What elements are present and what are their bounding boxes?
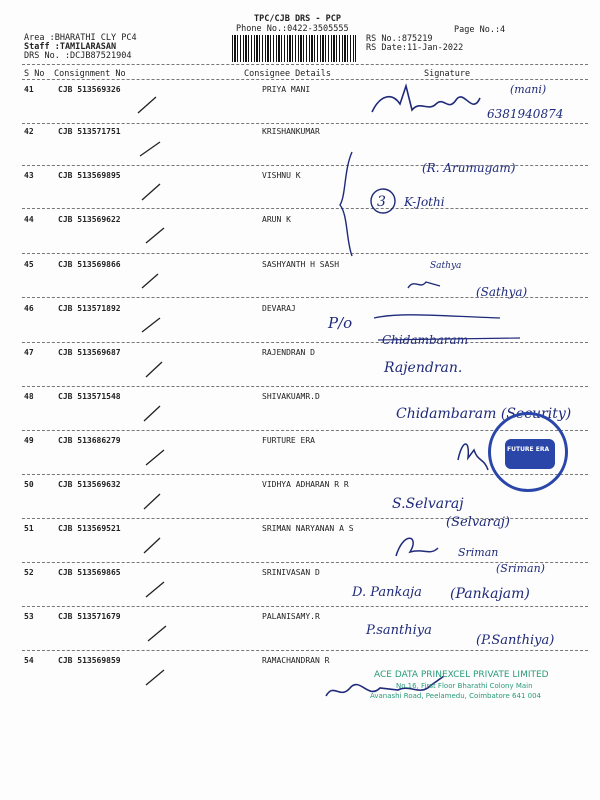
row-sno: 52	[24, 568, 34, 577]
row-consignment: CJB 513569326	[58, 85, 121, 94]
row-consignment: CJB 513569687	[58, 348, 121, 357]
stamp-label: FUTURE ERA	[507, 446, 550, 453]
signature-scribble	[372, 86, 480, 112]
tick-mark	[144, 406, 160, 421]
row-consignee: SASHYANTH H SASH	[262, 260, 340, 269]
row-sno: 42	[24, 127, 34, 136]
hand-text: P/o	[328, 314, 353, 332]
phone-number: Phone No.:0422-3505555	[236, 24, 349, 34]
row-consignment: CJB 513571892	[58, 304, 121, 313]
row-sno: 48	[24, 392, 34, 401]
row-consignee: PRIYA MANI	[262, 85, 311, 94]
tick-mark	[138, 97, 156, 113]
row-consignment: CJB 513686279	[58, 436, 121, 445]
hand-text: (Selvaraj)	[446, 515, 510, 530]
row-consignee: VIDHYA ADHARAN R R	[262, 480, 349, 489]
row-consignment: CJB 513569521	[58, 524, 121, 533]
company-round-stamp	[488, 412, 568, 492]
hand-text: (Pankajam)	[450, 586, 530, 602]
col-consignee: Consignee Details	[244, 69, 331, 79]
company-address-1: No.16, First Floor Bharathi Colony Main	[396, 682, 533, 690]
row-consignee: VISHNU K	[262, 171, 301, 180]
row-consignee: ARUN K	[262, 215, 291, 224]
tick-mark	[142, 274, 158, 288]
hand-text: (Sriman)	[496, 562, 545, 575]
tick-mark	[146, 362, 162, 377]
row-sno: 46	[24, 304, 34, 313]
hand-text: 3	[377, 194, 386, 210]
tick-mark	[146, 450, 164, 465]
tick-mark	[144, 538, 160, 553]
row-consignee: PALANISAMY.R	[262, 612, 320, 621]
row-consignment: CJB 513569895	[58, 171, 121, 180]
row-sno: 51	[24, 524, 34, 533]
tick-mark	[142, 184, 160, 200]
hand-text: Sriman	[458, 546, 499, 559]
tick-mark	[144, 494, 160, 509]
row-consignee: SRIMAN NARYANAN A S	[262, 524, 354, 533]
row-sno: 45	[24, 260, 34, 269]
col-signature: Signature	[424, 69, 471, 79]
tick-mark	[142, 318, 160, 332]
hand-text: P.santhiya	[366, 623, 432, 638]
drs-number: DRS No. :DCJB87521904	[24, 51, 132, 61]
signature-scribble	[396, 538, 438, 556]
rs-number: RS No.:875219	[366, 34, 433, 44]
strike-line	[374, 315, 500, 318]
page-number: Page No.:4	[454, 25, 506, 35]
tick-mark	[146, 228, 164, 243]
signature-scribble	[408, 282, 440, 288]
row-consignee: RAJENDRAN D	[262, 348, 315, 357]
row-consignee: FURTURE ERA	[262, 436, 315, 445]
row-consignment: CJB 513569632	[58, 480, 121, 489]
brace-mark	[340, 152, 352, 256]
tick-mark	[146, 670, 164, 685]
document-title: TPC/CJB DRS - PCP	[254, 14, 341, 24]
stamp-logo	[505, 439, 555, 469]
row-consignee: SRINIVASAN D	[262, 568, 320, 577]
company-address-2: Avanashi Road, Peelamedu, Coimbatore 641 004	[370, 692, 541, 700]
row-sno: 50	[24, 480, 34, 489]
hand-text: (R. Arumugam)	[422, 161, 516, 175]
hand-text: S.Selvaraj	[392, 496, 464, 512]
hand-text: Chidambaram (Security)	[396, 406, 572, 422]
row-consignment: CJB 513569866	[58, 260, 121, 269]
row-consignee: KRISHANKUMAR	[262, 127, 320, 136]
row-consignment: CJB 513569865	[58, 568, 121, 577]
hand-text: (Sathya)	[476, 285, 528, 299]
hand-text: K-Jothi	[404, 195, 445, 209]
row-sno: 41	[24, 85, 34, 94]
row-sno: 47	[24, 348, 34, 357]
rs-date: RS Date:11-Jan-2022	[366, 43, 464, 53]
row-consignee: RAMACHANDRAN R	[262, 656, 330, 665]
row-sno: 44	[24, 215, 34, 224]
hand-text: (P.Santhiya)	[476, 633, 555, 648]
hand-text: (mani)	[510, 83, 547, 96]
row-consignment: CJB 513571679	[58, 612, 121, 621]
tick-mark	[148, 626, 166, 641]
area-label: Area :BHARATHI CLY PC4	[24, 33, 137, 43]
row-sno: 43	[24, 171, 34, 180]
tick-mark	[146, 582, 164, 597]
col-sno: S No	[24, 69, 45, 79]
hand-text: Rajendran.	[384, 360, 463, 376]
col-consignment: Consignment No	[54, 69, 126, 79]
hand-text: 6381940874	[487, 107, 564, 121]
row-consignment: CJB 513569622	[58, 215, 121, 224]
row-consignment: CJB 513571751	[58, 127, 121, 136]
row-sno: 49	[24, 436, 34, 445]
tick-mark	[140, 142, 160, 156]
hand-text: Sathya	[430, 261, 462, 271]
company-name: ACE DATA PRINEXCEL PRIVATE LIMITED	[374, 670, 549, 680]
row-sno: 54	[24, 656, 34, 665]
row-consignee: DEVARAJ	[262, 304, 296, 313]
tick-marks	[138, 97, 166, 685]
row-consignment: CJB 513569859	[58, 656, 121, 665]
signature-scribble	[458, 444, 488, 470]
staff-label: Staff :TAMILARASAN	[24, 42, 117, 52]
hand-text: Chidambaram	[382, 333, 469, 347]
row-consignee: SHIVAKUAMR.D	[262, 392, 320, 401]
row-consignment: CJB 513571548	[58, 392, 121, 401]
row-sno: 53	[24, 612, 34, 621]
hand-text: D. Pankaja	[352, 585, 422, 600]
